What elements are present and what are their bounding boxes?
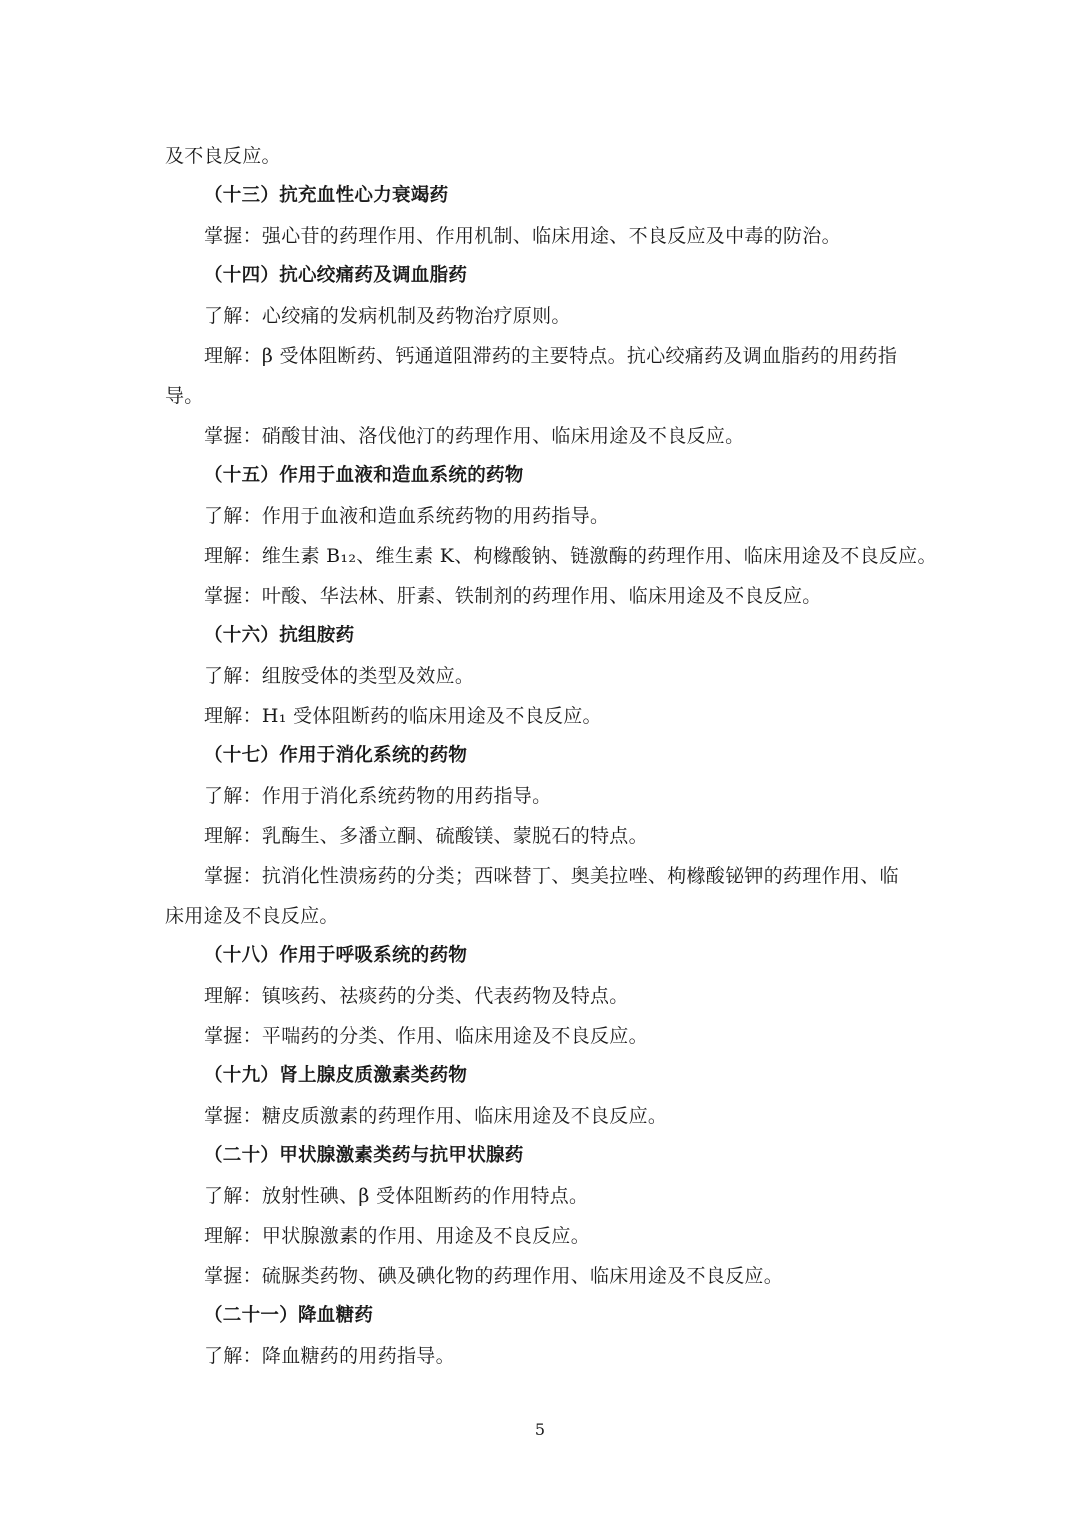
text-line: 掌握：强心苷的药理作用、作用机制、临床用途、不良反应及中毒的防治。: [204, 225, 841, 247]
section-heading: （十三）抗充血性心力衰竭药: [204, 185, 449, 206]
text-line: 理解：维生素 B₁₂、维生素 K、枸橼酸钠、链激酶的药理作用、临床用途及不良反应。: [204, 545, 937, 567]
text-line: 了解：作用于消化系统药物的用药指导。: [204, 785, 552, 807]
section-heading: （十六）抗组胺药: [204, 625, 355, 646]
text-line: 理解：H₁ 受体阻断药的临床用途及不良反应。: [204, 705, 602, 727]
text-line: 理解：乳酶生、多潘立酮、硫酸镁、蒙脱石的特点。: [204, 825, 648, 847]
section-heading: （十九）肾上腺皮质激素类药物: [204, 1065, 468, 1086]
text-line: 床用途及不良反应。: [165, 905, 339, 927]
text-line: 掌握：硝酸甘油、洛伐他汀的药理作用、临床用途及不良反应。: [204, 425, 745, 447]
page-number: 5: [534, 1420, 546, 1439]
text-line: 掌握：抗消化性溃疡药的分类；西咪替丁、奥美拉唑、枸橼酸铋钾的药理作用、临: [204, 865, 899, 887]
text-line: 掌握：硫脲类药物、碘及碘化物的药理作用、临床用途及不良反应。: [204, 1265, 784, 1287]
section-heading: （十五）作用于血液和造血系统的药物: [204, 465, 524, 486]
text-line: 掌握：叶酸、华法林、肝素、铁制剂的药理作用、临床用途及不良反应。: [204, 585, 822, 607]
text-line: 了解：放射性碘、β 受体阻断药的作用特点。: [204, 1185, 589, 1207]
section-heading: （十八）作用于呼吸系统的药物: [204, 945, 468, 966]
section-heading: （二十）甲状腺激素类药与抗甲状腺药: [204, 1145, 524, 1166]
text-line: 及不良反应。: [165, 145, 281, 167]
text-line: 理解：甲状腺激素的作用、用途及不良反应。: [204, 1225, 591, 1247]
section-heading: （二十一）降血糖药: [204, 1305, 374, 1326]
section-heading: （十四）抗心绞痛药及调血脂药: [204, 265, 468, 286]
text-line: 了解：降血糖药的用药指导。: [204, 1345, 455, 1367]
text-line: 理解：镇咳药、祛痰药的分类、代表药物及特点。: [204, 985, 629, 1007]
section-heading: （十七）作用于消化系统的药物: [204, 745, 468, 766]
text-line: 了解：心绞痛的发病机制及药物治疗原则。: [204, 305, 571, 327]
text-line: 导。: [165, 385, 204, 407]
text-line: 了解：作用于血液和造血系统药物的用药指导。: [204, 505, 610, 527]
text-line: 理解：β 受体阻断药、钙通道阻滞药的主要特点。抗心绞痛药及调血脂药的用药指: [204, 345, 898, 367]
text-line: 了解：组胺受体的类型及效应。: [204, 665, 475, 687]
text-line: 掌握：糖皮质激素的药理作用、临床用途及不良反应。: [204, 1105, 668, 1127]
text-line: 掌握：平喘药的分类、作用、临床用途及不良反应。: [204, 1025, 648, 1047]
